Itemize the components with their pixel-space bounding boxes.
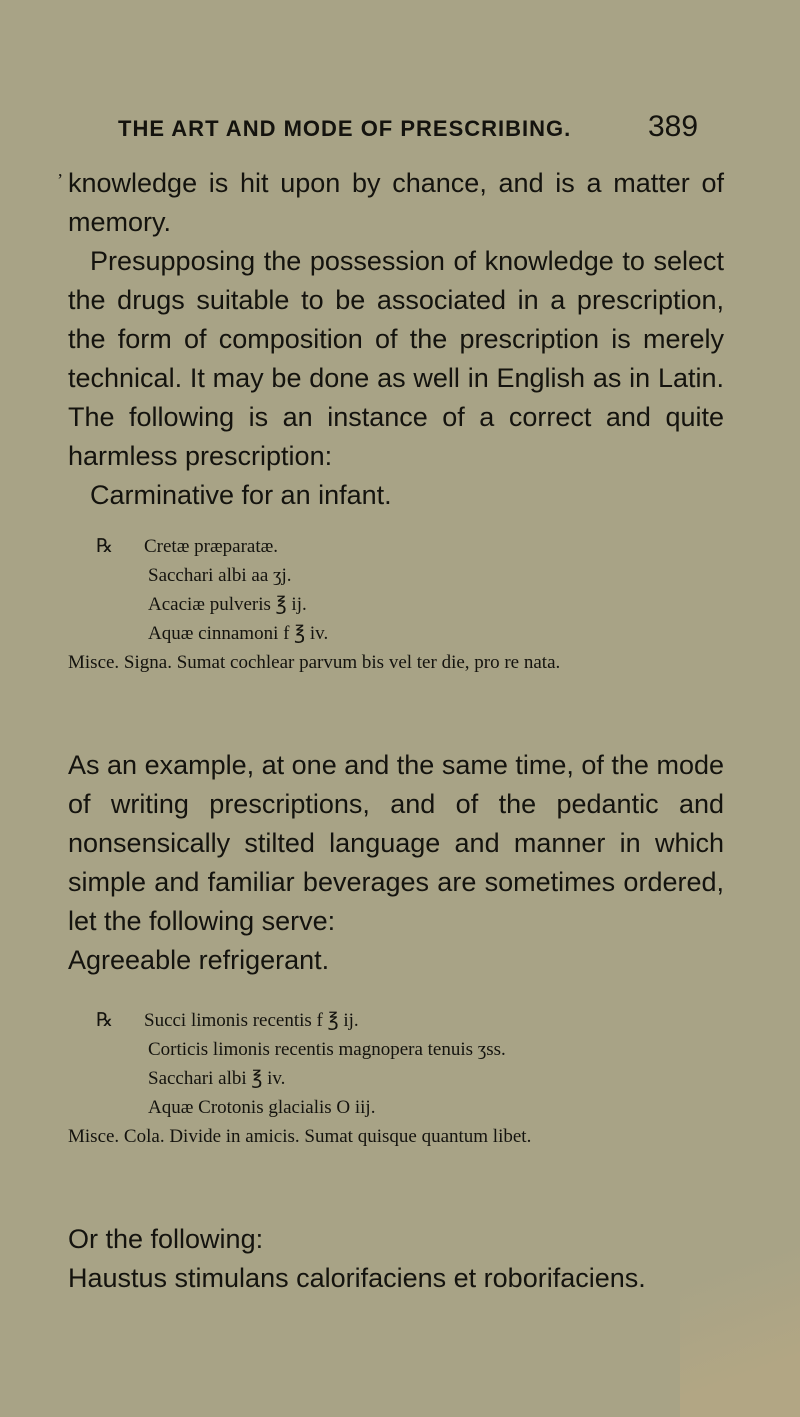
paragraph-example: As an example, at one and the same time, of the mode of writing prescriptions, and of the pedantic and nonsensically stilted language and manner in which simple and familiar beverages are sometimes ordered, let the following serve:	[68, 750, 724, 936]
ingredient: Sacchari albi aa ʒj.	[148, 565, 292, 586]
paragraph-presupposing: Presupposing the possession of knowledge to select the drugs suitable to be associated in a prescription, the form of composition of the prescription is merely technical. It may be done as well in English as in Latin. The following is an instance of a correct and quite harmless prescription:	[68, 246, 724, 471]
ingredient: Acaciæ pulveris ℥ ij.	[148, 594, 307, 615]
rx-symbol: ℞	[96, 1010, 114, 1031]
paragraph-or-following: Or the following:	[68, 1224, 264, 1254]
paragraph-continued: knowledge is hit upon by chance, and is a matter of memory.	[68, 168, 724, 237]
page-number: 389	[648, 110, 699, 143]
prescription-directions: Misce. Signa. Sumat cochlear parvum bis vel ter die, pro re nata.	[68, 652, 561, 673]
ingredient: Sacchari albi ℥ iv.	[148, 1068, 286, 1089]
prescription-carminative	[68, 532, 706, 677]
ingredient: Corticis limonis recentis magnopera tenuis ʒss.	[148, 1039, 506, 1060]
rx-line	[96, 532, 706, 561]
prescription-directions: Misce. Cola. Divide in amicis. Sumat quisque quantum libet.	[68, 1126, 532, 1147]
margin-mark: ,	[58, 160, 63, 180]
ingredient: Succi limonis recentis f ℥ ij.	[144, 1010, 359, 1031]
ingredient: Aquæ Crotonis glacialis O iij.	[148, 1097, 376, 1118]
heading-carminative: Carminative for an infant.	[90, 480, 392, 510]
prescription-refrigerant	[68, 1006, 706, 1151]
ingredient: Aquæ cinnamoni f ℥ iv.	[148, 623, 329, 644]
body-text-middle	[68, 746, 724, 941]
heading-refrigerant: Agreeable refrigerant.	[68, 945, 330, 975]
rx-symbol: ℞	[96, 536, 114, 557]
body-text-top	[68, 164, 724, 476]
heading-haustus: Haustus stimulans calorifaciens et roborifaciens.	[68, 1263, 646, 1293]
rx-line	[96, 1006, 706, 1035]
page-stain	[680, 1167, 800, 1417]
ingredient: Cretæ præparatæ.	[144, 536, 279, 557]
header-title: THE ART AND MODE OF PRESCRIBING.	[118, 116, 572, 141]
